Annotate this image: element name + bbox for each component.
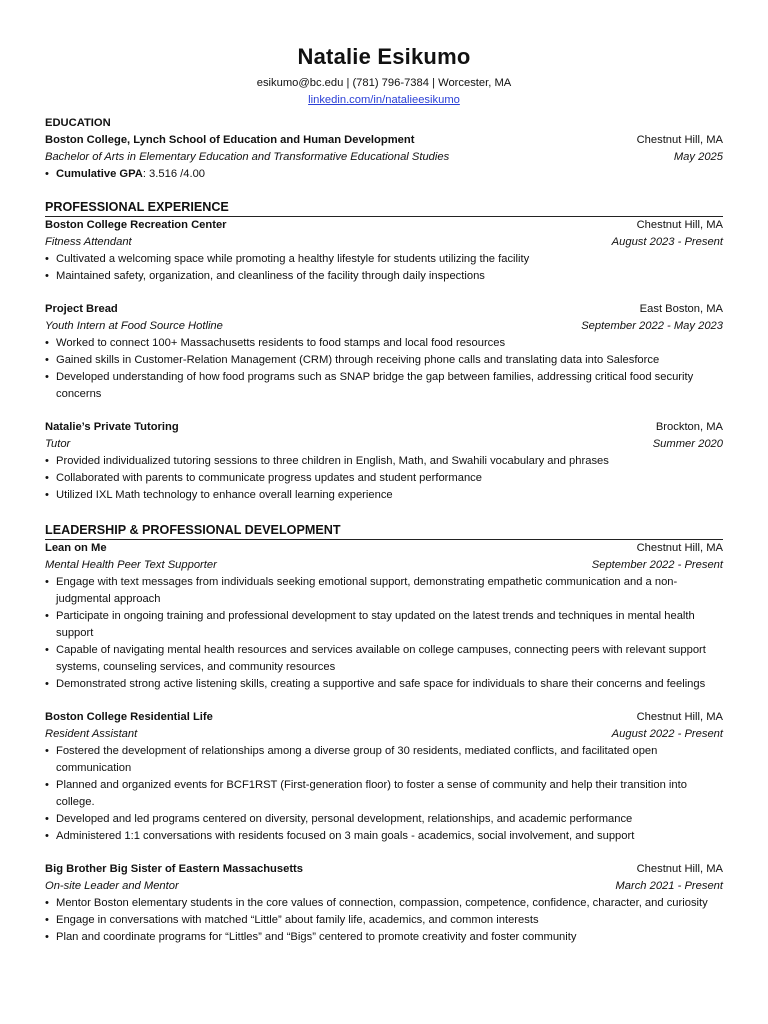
education-bullets xyxy=(45,166,723,183)
bullet-item: • Engage in conversations with matched “Little” about family life, academics, and common interests xyxy=(45,912,723,929)
entry-location: Chestnut Hill, MA xyxy=(636,219,723,231)
entry-organization: Project Bread xyxy=(45,303,118,315)
bullet-item: • Demonstrated strong active listening skills, creating a supportive and safe space for individuals to share their concerns and feelings xyxy=(45,676,723,693)
entry-header-row xyxy=(45,540,723,557)
entry xyxy=(45,301,723,403)
entry-role: Mental Health Peer Text Supporter xyxy=(45,559,217,571)
entry-location: Chestnut Hill, MA xyxy=(636,863,723,875)
entry-organization: Natalie’s Private Tutoring xyxy=(45,421,179,433)
bullet-item: • Fostered the development of relationships among a diverse group of 30 residents, mediated conflicts, and facilitated open communication xyxy=(45,743,723,777)
entry-date: September 2022 - May 2023 xyxy=(581,320,723,332)
bullet-item: • Administered 1:1 conversations with residents focused on 3 main goals - academics, social involvement, and support xyxy=(45,828,723,845)
entry-role: On-site Leader and Mentor xyxy=(45,880,179,892)
entry xyxy=(45,861,723,946)
entry-location: Chestnut Hill, MA xyxy=(636,711,723,723)
linkedin-link[interactable]: linkedin.com/in/natalieesikumo xyxy=(308,94,460,106)
entry-header-row xyxy=(45,709,723,726)
education-date: May 2025 xyxy=(673,151,723,163)
entry xyxy=(45,419,723,504)
experience-list xyxy=(45,217,723,504)
entry-organization: Lean on Me xyxy=(45,542,107,554)
bullet-item: • Capable of navigating mental health resources and services available on college campuses, connecting peers with relevant support systems, counseling services, and community resources xyxy=(45,642,723,676)
entry-bullets xyxy=(45,895,723,946)
bullet-item: • Engage with text messages from individuals seeking emotional support, demonstrating empathetic communication and a non-judgmental approach xyxy=(45,574,723,608)
entry-role-row xyxy=(45,557,723,574)
entry-header-row xyxy=(45,217,723,234)
experience-heading: PROFESSIONAL EXPERIENCE xyxy=(45,199,723,217)
entry-role-row xyxy=(45,234,723,251)
entry-role: Tutor xyxy=(45,438,71,450)
entry-date: August 2023 - Present xyxy=(611,236,723,248)
entry-bullets xyxy=(45,453,723,504)
education-degree: Bachelor of Arts in Elementary Education and Transformative Educational Studies xyxy=(45,151,450,163)
entry-location: East Boston, MA xyxy=(639,303,723,315)
entry-bullets xyxy=(45,335,723,403)
entry-date: August 2022 - Present xyxy=(611,728,723,740)
leadership-heading: LEADERSHIP & PROFESSIONAL DEVELOPMENT xyxy=(45,522,723,540)
bullet-item: • Planned and organized events for BCF1RST (First-generation floor) to foster a sense of community and help their transition into college. xyxy=(45,777,723,811)
entry xyxy=(45,540,723,693)
entry-role-row xyxy=(45,726,723,743)
bullet-item: • Utilized IXL Math technology to enhance overall learning experience xyxy=(45,487,723,504)
entry-location: Brockton, MA xyxy=(655,421,723,433)
bullet-item: • Worked to connect 100+ Massachusetts residents to food stamps and local food resources xyxy=(45,335,723,352)
entry xyxy=(45,217,723,285)
entry-bullets xyxy=(45,251,723,285)
entry-header-row xyxy=(45,861,723,878)
entry-role: Fitness Attendant xyxy=(45,236,132,248)
entry-organization: Boston College Recreation Center xyxy=(45,219,227,231)
gpa-label: Cumulative GPA xyxy=(56,168,143,180)
leadership-list xyxy=(45,540,723,946)
contact-line: esikumo@bc.edu | (781) 796-7384 | Worcester, MA xyxy=(256,77,512,89)
gpa-item xyxy=(45,166,723,183)
bullet-item: • Plan and coordinate programs for “Littles” and “Bigs” centered to promote creativity and foster community xyxy=(45,929,723,946)
entry-date: Summer 2020 xyxy=(652,438,723,450)
education-location: Chestnut Hill, MA xyxy=(636,134,723,146)
entry-header-row xyxy=(45,419,723,436)
bullet-item: • Developed understanding of how food programs such as SNAP bridge the gap between families, addressing critical food security concerns xyxy=(45,369,723,403)
entry-date: March 2021 - Present xyxy=(615,880,723,892)
entry-role: Resident Assistant xyxy=(45,728,138,740)
bullet-item: • Developed and led programs centered on diversity, personal development, relationships, and academic performance xyxy=(45,811,723,828)
education-school-row xyxy=(45,132,723,149)
entry xyxy=(45,709,723,845)
education-school: Boston College, Lynch School of Education and Human Development xyxy=(45,134,415,146)
education-heading: EDUCATION xyxy=(45,117,111,129)
bullet-item: • Participate in ongoing training and professional development to stay updated on the latest trends and techniques in mental health support xyxy=(45,608,723,642)
bullet-item: • Cultivated a welcoming space while promoting a healthy lifestyle for students utilizing the facility xyxy=(45,251,723,268)
entry-date: September 2022 - Present xyxy=(591,559,723,571)
entry-organization: Big Brother Big Sister of Eastern Massachusetts xyxy=(45,863,304,875)
entry-bullets xyxy=(45,743,723,845)
entry-organization: Boston College Residential Life xyxy=(45,711,213,723)
entry-location: Chestnut Hill, MA xyxy=(636,542,723,554)
education-degree-row xyxy=(45,149,723,166)
bullet-item: • Provided individualized tutoring sessions to three children in English, Math, and Swahili vocabulary and phrases xyxy=(45,453,723,470)
bullet-item: • Collaborated with parents to communicate progress updates and student performance xyxy=(45,470,723,487)
bullet-item: • Mentor Boston elementary students in the core values of connection, compassion, competence, confidence, character, and curiosity xyxy=(45,895,723,912)
entry-role-row xyxy=(45,318,723,335)
gpa-value: : 3.516 /4.00 xyxy=(142,168,206,180)
entry-role-row xyxy=(45,436,723,453)
bullet-item: • Maintained safety, organization, and cleanliness of the facility through daily inspections xyxy=(45,268,723,285)
candidate-name: Natalie Esikumo xyxy=(297,44,471,69)
entry-role: Youth Intern at Food Source Hotline xyxy=(45,320,223,332)
bullet-item: • Gained skills in Customer-Relation Management (CRM) through receiving phone calls and translating data into Salesforce xyxy=(45,352,723,369)
entry-header-row xyxy=(45,301,723,318)
entry-bullets xyxy=(45,574,723,693)
entry-role-row xyxy=(45,878,723,895)
